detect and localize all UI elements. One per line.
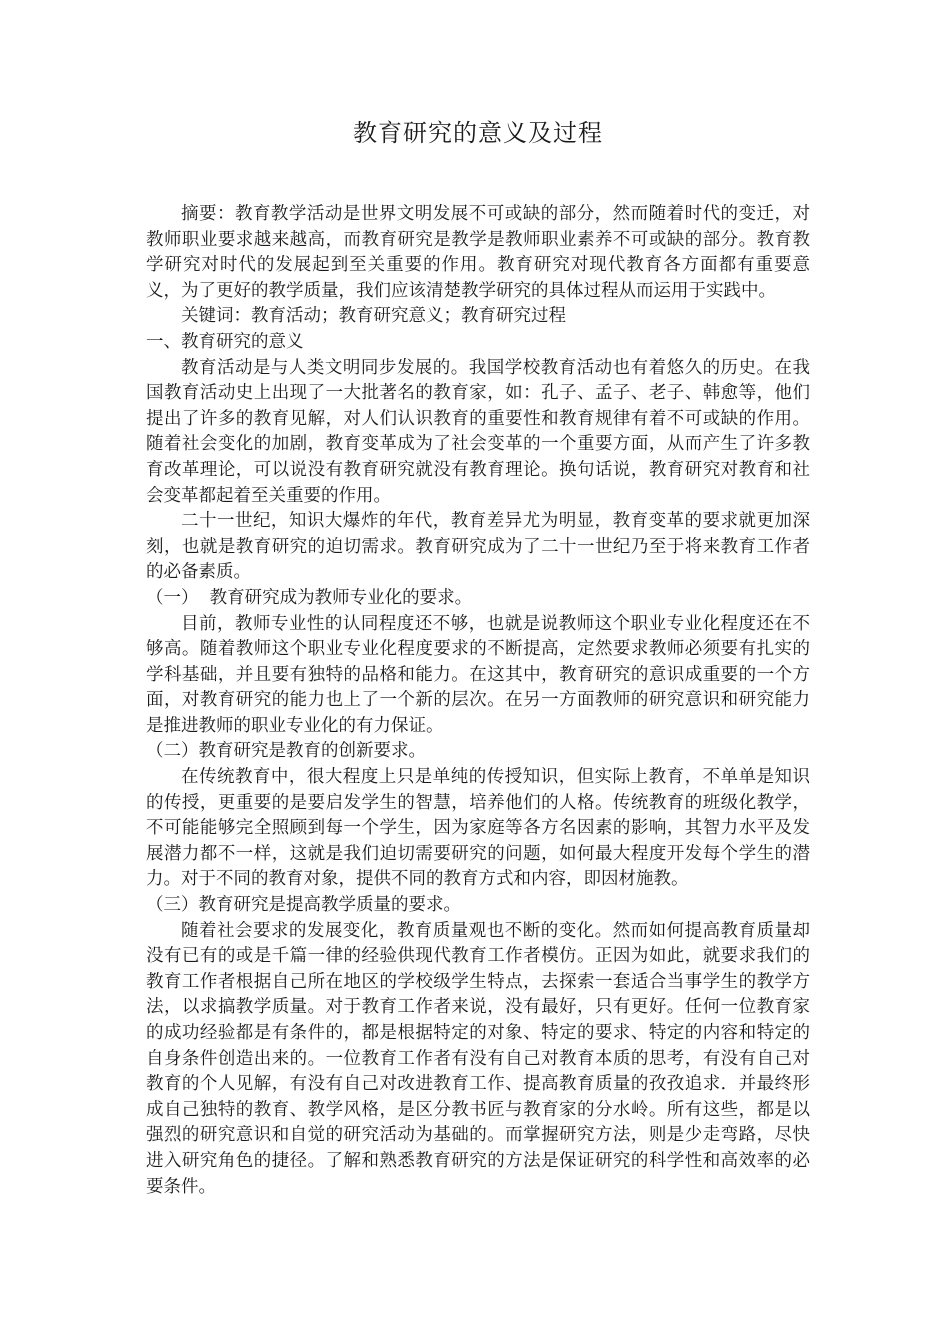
subsection-heading-1: （一） 教育研究成为教师专业化的要求。: [146, 587, 473, 608]
body-paragraph: 随着社会要求的发展变化，教育质量观也不断的变化。然而如何提高教育质量却没有已有的或是千篇一律的经验供现代教育工作者模仿。正因为如此，就要求我们的教育工作者根据自己所在地区的学校级学生特点，去探索一套适合当事学生的教学方法，以求搞教学质量。对于教育工作者来说，没有最好，只有更好。任何一位教育家的成功经验都是有条件的，都是根据特定的对象、特定的要求、特定的内容和特定的自身条件创造出来的。一位教育工作者有没有自己对教育本质的思考，有没有自己对教育的个人见解，有没有自己对改进教育工作、提高教育质量的孜孜追求．并最终形成自己独特的教育、教学风格，是区分教书匠与教育家的分水岭。所有这些，都是以强烈的研究意识和自觉的研究活动为基础的。而掌握研究方法，则是少走弯路，尽快进入研究角色的捷径。了解和熟悉教育研究的方法是保证研究的科学性和高效率的必要条件。: [146, 920, 810, 1197]
keywords-line: 关键词：教育活动；教育研究意义；教育研究过程: [181, 306, 566, 327]
abstract-paragraph: 摘要：教育教学活动是世界文明发展不可或缺的部分，然而随着时代的变迁，对教师职业要求越来越高，而教育研究是教学是教师职业素养不可或缺的部分。教育教学研究对时代的发展起到至关重要的作用。教育研究对现代教育各方面都有重要意义，为了更好的教学质量，我们应该清楚教学研究的具体过程从而运用于实践中。: [146, 204, 810, 301]
document-page: [146, 0, 810, 1200]
body-paragraph: 教育活动是与人类文明同步发展的。我国学校教育活动也有着悠久的历史。在我国教育活动史上出现了一大批著名的教育家，如：孔子、孟子、老子、韩愈等，他们提出了许多的教育见解，对人们认识教育的重要性和教育规律有着不可或缺的作用。随着社会变化的加剧，教育变革成为了社会变革的一个重要方面，从而产生了许多教育改革理论，可以说没有教育研究就没有教育理论。换句话说，教育研究对教育和社会变革都起着至关重要的作用。: [146, 357, 810, 506]
page-title: 教育研究的意义及过程: [353, 119, 603, 147]
section-heading-1: 一、教育研究的意义: [146, 331, 304, 352]
body-paragraph: 二十一世纪，知识大爆炸的年代，教育差异尤为明显，教育变革的要求就更加深刻，也就是教育研究的迫切需求。教育研究成为了二十一世纪乃至于将来教育工作者的必备素质。: [146, 511, 810, 583]
body-paragraph: 在传统教育中，很大程度上只是单纯的传授知识，但实际上教育，不单单是知识的传授，更重要的是要启发学生的智慧，培养他们的人格。传统教育的班级化教学，不可能能够完全照顾到每一个学生，因为家庭等各方名因素的影响，其智力水平及发展潜力都不一样，这就是我们迫切需要研究的问题，如何最大程度开发每个学生的潜力。对于不同的教育对象，提供不同的教育方式和内容，即因材施教。: [146, 767, 810, 890]
body-paragraph: 目前，教师专业性的认同程度还不够，也就是说教师这个职业专业化程度还在不够高。随着教师这个职业专业化程度要求的不断提高，定然要求教师必须要有扎实的学科基础，并且要有独特的品格和能力。在这其中，教育研究的意识成重要的一个方面，对教育研究的能力也上了一个新的层次。在另一方面教师的研究意识和研究能力是推进教师的职业专业化的有力保证。: [146, 613, 810, 736]
subsection-heading-2: （二）教育研究是教育的创新要求。: [146, 741, 426, 762]
subsection-heading-3: （三）教育研究是提高教学质量的要求。: [146, 895, 461, 916]
